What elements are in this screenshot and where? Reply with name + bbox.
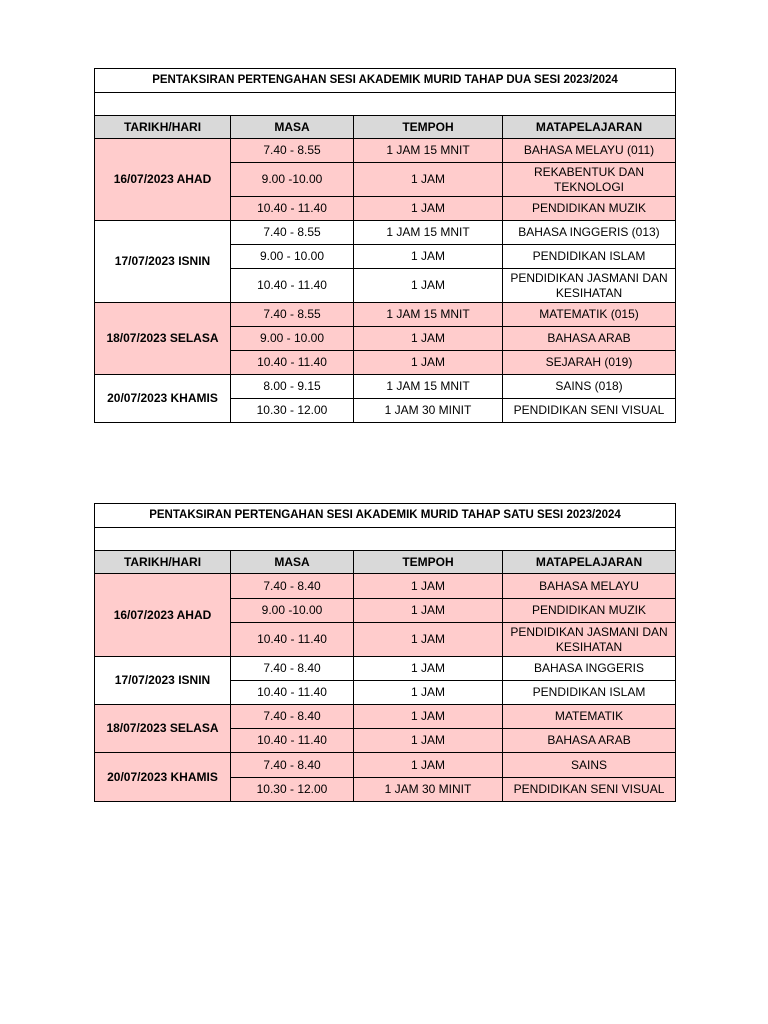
table-row bbox=[95, 574, 676, 599]
header-matapelajaran: MATAPELAJARAN bbox=[503, 551, 676, 574]
subject-cell: REKABENTUK DAN TEKNOLOGI bbox=[503, 163, 676, 197]
masa-cell: 10.40 - 11.40 bbox=[231, 197, 354, 221]
date-cell: 20/07/2023 KHAMIS bbox=[95, 753, 231, 802]
tempoh-cell: 1 JAM 30 MINIT bbox=[354, 778, 503, 802]
tempoh-cell: 1 JAM 15 MNIT bbox=[354, 221, 503, 245]
masa-cell: 7.40 - 8.40 bbox=[231, 753, 354, 778]
subject-cell: BAHASA ARAB bbox=[503, 327, 676, 351]
subject-cell: MATEMATIK (015) bbox=[503, 303, 676, 327]
masa-cell: 10.40 - 11.40 bbox=[231, 623, 354, 657]
masa-cell: 7.40 - 8.40 bbox=[231, 705, 354, 729]
blank-row bbox=[95, 93, 676, 116]
table-row bbox=[95, 139, 676, 163]
tempoh-cell: 1 JAM bbox=[354, 729, 503, 753]
tempoh-cell: 1 JAM bbox=[354, 327, 503, 351]
tempoh-cell: 1 JAM bbox=[354, 599, 503, 623]
subject-cell: PENDIDIKAN JASMANI DAN KESIHATAN bbox=[503, 623, 676, 657]
table-row bbox=[95, 705, 676, 729]
masa-cell: 7.40 - 8.55 bbox=[231, 303, 354, 327]
tempoh-cell: 1 JAM bbox=[354, 681, 503, 705]
table-row bbox=[95, 375, 676, 399]
subject-cell: PENDIDIKAN MUZIK bbox=[503, 197, 676, 221]
date-cell: 17/07/2023 ISNIN bbox=[95, 657, 231, 705]
schedule-table-tahap-dua bbox=[94, 68, 676, 423]
header-masa: MASA bbox=[231, 116, 354, 139]
header-tarikh-hari: TARIKH/HARI bbox=[95, 551, 231, 574]
schedule-table-tahap-satu bbox=[94, 503, 676, 802]
subject-cell: BAHASA MELAYU bbox=[503, 574, 676, 599]
subject-cell: PENDIDIKAN SENI VISUAL bbox=[503, 399, 676, 423]
masa-cell: 7.40 - 8.55 bbox=[231, 221, 354, 245]
tempoh-cell: 1 JAM bbox=[354, 245, 503, 269]
subject-cell: PENDIDIKAN JASMANI DAN KESIHATAN bbox=[503, 269, 676, 303]
blank-row bbox=[95, 528, 676, 551]
tempoh-cell: 1 JAM bbox=[354, 753, 503, 778]
date-cell: 16/07/2023 AHAD bbox=[95, 139, 231, 221]
table-row bbox=[95, 221, 676, 245]
subject-cell: BAHASA MELAYU (011) bbox=[503, 139, 676, 163]
date-cell: 20/07/2023 KHAMIS bbox=[95, 375, 231, 423]
subject-cell: SAINS bbox=[503, 753, 676, 778]
table-title: PENTAKSIRAN PERTENGAHAN SESI AKADEMIK MURID TAHAP DUA SESI 2023/2024 bbox=[95, 69, 676, 93]
date-cell: 16/07/2023 AHAD bbox=[95, 574, 231, 657]
tempoh-cell: 1 JAM 15 MNIT bbox=[354, 303, 503, 327]
header-matapelajaran: MATAPELAJARAN bbox=[503, 116, 676, 139]
masa-cell: 10.40 - 11.40 bbox=[231, 729, 354, 753]
tempoh-cell: 1 JAM bbox=[354, 623, 503, 657]
masa-cell: 9.00 - 10.00 bbox=[231, 327, 354, 351]
subject-cell: BAHASA INGGERIS (013) bbox=[503, 221, 676, 245]
header-masa: MASA bbox=[231, 551, 354, 574]
subject-cell: PENDIDIKAN ISLAM bbox=[503, 245, 676, 269]
masa-cell: 7.40 - 8.55 bbox=[231, 139, 354, 163]
table-title: PENTAKSIRAN PERTENGAHAN SESI AKADEMIK MURID TAHAP SATU SESI 2023/2024 bbox=[95, 504, 676, 528]
date-cell: 18/07/2023 SELASA bbox=[95, 303, 231, 375]
masa-cell: 10.30 - 12.00 bbox=[231, 778, 354, 802]
masa-cell: 9.00 - 10.00 bbox=[231, 245, 354, 269]
date-cell: 18/07/2023 SELASA bbox=[95, 705, 231, 753]
subject-cell: PENDIDIKAN ISLAM bbox=[503, 681, 676, 705]
masa-cell: 10.40 - 11.40 bbox=[231, 351, 354, 375]
masa-cell: 10.40 - 11.40 bbox=[231, 269, 354, 303]
header-tempoh: TEMPOH bbox=[354, 116, 503, 139]
masa-cell: 10.40 - 11.40 bbox=[231, 681, 354, 705]
subject-cell: MATEMATIK bbox=[503, 705, 676, 729]
masa-cell: 10.30 - 12.00 bbox=[231, 399, 354, 423]
header-tarikh-hari: TARIKH/HARI bbox=[95, 116, 231, 139]
tempoh-cell: 1 JAM 15 MNIT bbox=[354, 375, 503, 399]
table-row bbox=[95, 303, 676, 327]
table-row bbox=[95, 657, 676, 681]
tempoh-cell: 1 JAM bbox=[354, 574, 503, 599]
table-row bbox=[95, 753, 676, 778]
masa-cell: 7.40 - 8.40 bbox=[231, 574, 354, 599]
tempoh-cell: 1 JAM bbox=[354, 197, 503, 221]
tempoh-cell: 1 JAM bbox=[354, 351, 503, 375]
subject-cell: BAHASA ARAB bbox=[503, 729, 676, 753]
masa-cell: 9.00 -10.00 bbox=[231, 163, 354, 197]
subject-cell: PENDIDIKAN SENI VISUAL bbox=[503, 778, 676, 802]
tempoh-cell: 1 JAM 30 MINIT bbox=[354, 399, 503, 423]
tempoh-cell: 1 JAM bbox=[354, 163, 503, 197]
subject-cell: SAINS (018) bbox=[503, 375, 676, 399]
tempoh-cell: 1 JAM bbox=[354, 657, 503, 681]
masa-cell: 9.00 -10.00 bbox=[231, 599, 354, 623]
masa-cell: 7.40 - 8.40 bbox=[231, 657, 354, 681]
tempoh-cell: 1 JAM 15 MNIT bbox=[354, 139, 503, 163]
header-tempoh: TEMPOH bbox=[354, 551, 503, 574]
masa-cell: 8.00 - 9.15 bbox=[231, 375, 354, 399]
subject-cell: PENDIDIKAN MUZIK bbox=[503, 599, 676, 623]
tempoh-cell: 1 JAM bbox=[354, 269, 503, 303]
subject-cell: SEJARAH (019) bbox=[503, 351, 676, 375]
tempoh-cell: 1 JAM bbox=[354, 705, 503, 729]
date-cell: 17/07/2023 ISNIN bbox=[95, 221, 231, 303]
subject-cell: BAHASA INGGERIS bbox=[503, 657, 676, 681]
